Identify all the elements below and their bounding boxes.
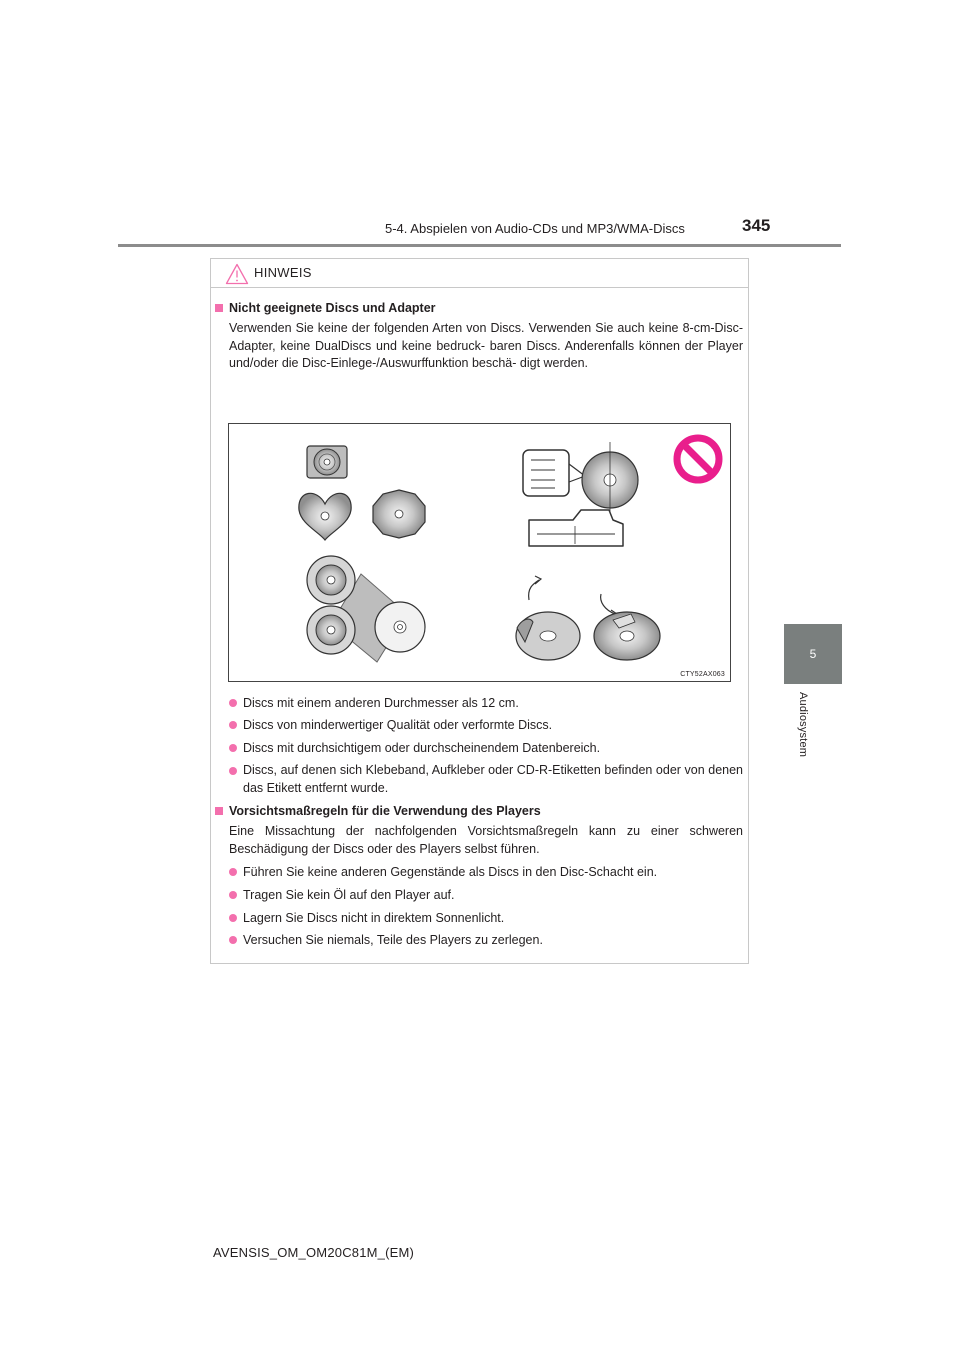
notice-header [211, 259, 748, 288]
bullet-item: Lagern Sie Discs nicht in direktem Sonnenlicht. [243, 911, 505, 925]
bullet-icon [229, 699, 237, 707]
bullet-icon [229, 914, 237, 922]
bullet-item: Tragen Sie kein Öl auf den Player auf. [243, 888, 455, 902]
bullet-item: Discs, auf denen sich Klebeband, Aufkleber oder CD-R-Etiketten befinden oder von denen das Etikett entfernt wurde. [243, 763, 743, 795]
section-heading: Vorsichtsmaßregeln für die Verwendung des Players [229, 804, 541, 818]
bullet-icon [229, 767, 237, 775]
adapter-discs [307, 556, 425, 662]
chapter-label-text: Audiosystem [797, 692, 809, 758]
section-heading: Nicht geeignete Discs und Adapter [229, 301, 436, 315]
bullet-icon [229, 868, 237, 876]
chapter-label [797, 692, 811, 782]
bullet-item: Führen Sie keine anderen Gegenstände als Discs in den Disc-Schacht ein. [243, 865, 658, 879]
section-marker-icon [215, 807, 223, 815]
figure-code: CTY52AX063 [680, 671, 725, 678]
bullet-item: Discs mit durchsichtigem oder durchscheinendem Datenbereich. [243, 741, 601, 755]
notice-title: HINWEIS [254, 265, 312, 280]
bullet-item: Versuchen Sie niemals, Teile des Players zu zerlegen. [243, 933, 543, 947]
heart-disc [299, 493, 351, 540]
chapter-number: 5 [809, 647, 817, 661]
page-number: 345 [742, 216, 771, 235]
labeled-discs [516, 576, 660, 660]
dual-disc-diagram [523, 442, 638, 546]
bullet-icon [229, 891, 237, 899]
section-paragraph: Eine Missachtung der nachfolgenden Vorsichtsmaßregeln kann zu einer schweren Beschädigung der Discs oder des Players selbst führen. [229, 824, 743, 856]
square-disc [307, 446, 347, 478]
warning-triangle-icon [225, 263, 249, 285]
disc-illustration [228, 423, 731, 682]
chapter-tab [784, 624, 842, 684]
polygon-disc [373, 490, 425, 538]
model-code: AVENSIS_OM_OM20C81M_(EM) [213, 1245, 415, 1260]
header-rule [118, 244, 841, 247]
bullet-icon [229, 721, 237, 729]
prohibition-icon [677, 438, 719, 480]
bullet-item: Discs mit einem anderen Durchmesser als 12 cm. [243, 696, 519, 710]
disc-illustration-drawing [229, 424, 730, 681]
bullet-icon [229, 936, 237, 944]
section-paragraph: Verwenden Sie keine der folgenden Arten von Discs. Verwenden Sie auch keine 8-cm-Disc-Adapter, keine DualDiscs und keine bedruck- baren Discs. Anderenfalls können der Player und/oder die Disc-Einlege-/Auswurffunktion beschä- digt werden. [229, 321, 743, 370]
bullet-item: Discs von minderwertiger Qualität oder verformte Discs. [243, 718, 553, 732]
section-title: 5-4. Abspielen von Audio-CDs und MP3/WMA-Discs [385, 221, 685, 236]
bullet-icon [229, 744, 237, 752]
section-marker-icon [215, 304, 223, 312]
